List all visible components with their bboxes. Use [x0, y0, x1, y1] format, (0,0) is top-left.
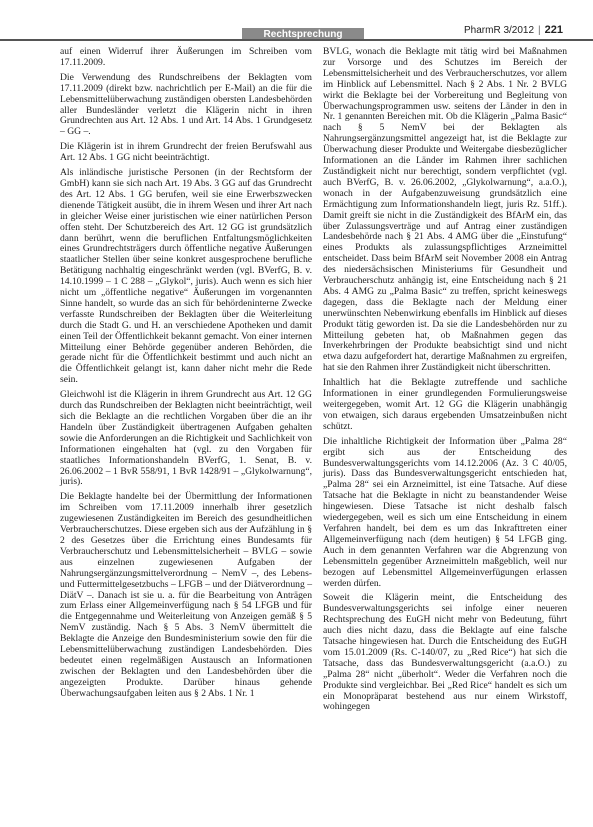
paragraph: Die Beklagte handelte bei der Übermittlung der Informationen im Schreiben vom 17.11.2009 innerhalb ihrer gesetzlich zugewiesenen Zuständigkeiten im Bereich des gesundheitlichen Verbraucherschutzes. Diese ergeben sich aus der Aufzählung in § 2 des Gesetzes über die Errichtung eines Bundesamts für Verbraucherschutz und Lebensmittelsicherheit – BVLG – sowie aus einzelnen zugewiesenen Aufgaben der Nahrungsergänzungsmittelverordnung – NemV –, des Lebens- und Futtermittelgesetzbuchs – LFGB – und der Diätverordnung – DiätV –. Danach ist sie u. a. für die Bearbeitung von Anträgen zum Erlass einer Allgemeinverfügung nach § 54 LFGB und für die Entgegennahme und Weiterleitung von Anzeigen gemäß § 5 NemV zuständig. Nach § 5 Abs. 3 NemV übermittelt die Beklagte die Anzeige den Bundesministerium sowie den für die Lebensmittelüberwachung zuständigen Landesbehörden. Dies bedeutet einen regelmäßigen Austausch an Informationen zwischen der Beklagten und den Landesbehörden über die angezeigten Produkte. Darüber hinaus gehende Überwachungsaufgaben leiten aus § 2 Abs. 1 Nr. 1: [60, 491, 312, 699]
paragraph: auf einen Widerruf ihrer Äußerungen im Schreiben vom 17.11.2009.: [60, 46, 312, 68]
page-number: 221: [544, 24, 563, 36]
paragraph: Die Verwendung des Rundschreibens der Beklagten vom 17.11.2009 (direkt bzw. nachrichtlich per E-Mail) an die für die Lebensmittelüberwachung zuständigen obersten Landesbehörden aller Bundesländer verletzt die Klägerin nicht in ihren Grundrechten aus Art. 12 Abs. 1 und Art. 14 Abs. 1 Grundgesetz – GG –.: [60, 71, 312, 138]
left-column: [60, 47, 312, 704]
paragraph: BVLG, wonach die Beklagte mit tätig wird bei Maßnahmen zur Vorsorge und des Schutzes im Bereich der Lebensmittelsicherheit und des Verbraucherschutzes, vor allem im Hinblick auf Lebensmittel. Nach § 2 Abs. 1 Nr. 2 BVLG wirkt die Beklagte bei der Vorbereitung und Begleitung von Überwachungsprogrammen usw. seitens der Länder in den in Nr. 1 genannten Bereichen mit. Ob die Klägerin „Palma Basic“ nach § 5 NemV bei der Beklagten als Nahrungsergänzungsmittel angezeigt hat, ist die Beklagte zur Überwachung dieser Produkte und Weitergabe diesbezüglicher Informationen an die Länder im Rahmen ihrer sachlichen Zuständigkeit nicht nur berechtigt, sondern verpflichtet (vgl. auch BVerfG, B. v. 26.06.2002, „Glykolwarnung“, a.a.O.), wonach in der Aufgabenzuweisung grundsätzlich eine Ermächtigung zum Informationshandeln liegt, juris Rz. 51ff.). Damit greift sie nicht in die Zuständigkeit des BfArM ein, das über Zulassungsverträge und auf Antrag einer zuständigen Landesbehörde nach § 21 Abs. 4 AMG über die „Einstufung“ eines Produkts als zulassungspflichtiges Arzneimittel entscheidet. Dass beim BfArM seit November 2008 ein Antrag des niedersächsischen Ministeriums für Gesundheit und Verbraucherschutz anhängig ist, eine Entscheidung nach § 21 Abs. 4 AMG zu „Palma Basic“ zu treffen, spricht keineswegs dagegen, dass die Beklagte nach der Meldung einer unerwünschten Nebenwirkung ebenfalls im Hinblick auf dieses Produkt tätig geworden ist. Da sie die Landesbehörden nur zu Mitteilung gebeten hat, ob Maßnahmen gegen das Inverkehrbringen der Produkte beabsichtigt sind und nicht etwa dazu aufgefordert hat, derartige Maßnahmen zu ergreifen, hat sie den Rahmen ihrer Zuständigkeit nicht überschritten.: [323, 46, 567, 374]
journal-info: [464, 24, 563, 36]
journal-issue: PharmR 3/2012: [463, 25, 535, 36]
paragraph: Soweit die Klägerin meint, die Entscheidung des Bundesverwaltungsgerichts sei infolge einer neueren Rechtsprechung des EuGH nicht mehr von Bedeutung, führt auch dies nicht dazu, dass die Beklagte auf eine falsche Tatsache hingewiesen hat. Durch die Entscheidung des EuGH vom 15.01.2009 (Rs. C-140/07, zu „Red Rice“) hat sich die Tatsache, dass das Bundesverwaltungsgericht (a.a.O.) zu „Palma 28“ nicht „überholt“. Weder die Verfahren noch die Produkte sind vergleichbar. Bei „Red Rice“ handelt es sich um ein Monopräparat bestehend aus nur einem Wirkstoff, wohingegen: [323, 592, 567, 713]
paragraph: Gleichwohl ist die Klägerin in ihrem Grundrecht aus Art. 12 GG durch das Rundschreiben der Beklagten nicht beeinträchtigt, weil sich die Beklagte an die rechtlichen Vorgaben über die an ihr Handeln über Zuständigkeit übertragenen Aufgaben gehalten sowie die Anforderungen an die Richtigkeit und Sachlichkeit von Informationen eingehalten hat (vgl. zu den Vorgaben für staatliches Informationshandeln BVerfG, 1. Senat, B. v. 26.06.2002 – 1 BvR 558/91, 1 BvR 1428/91 – „Glykolwarnung“, juris).: [60, 389, 312, 488]
page-header: [0, 0, 593, 40]
section-tab: Rechtsprechung: [242, 28, 364, 41]
paragraph: Die inhaltliche Richtigkeit der Information über „Palma 28“ ergibt sich aus der Entscheidung des Bundesverwaltungsgerichts vom 14.12.2006 (Az. 3 C 40/05, juris). Dass das Bundesverwaltungsgericht entschieden hat, „Palma 28“ sei ein Arzneimittel, ist eine Tatsache. Auf diese Tatsache hat die Beklagte in nicht zu beanstandender Weise hingewiesen. Diese Tatsache ist nicht deshalb falsch wiedergegeben, weil es sich um eine Entscheidung in einem Verfahren handelt, bei dem es um das Inkrafttreten einer Allgemeinverfügung nach (dem heutigen) § 54 LFGB ging. Auch in dem genannten Verfahren war die Abgrenzung von Lebensmitteln gegenüber Arzneimitteln maßgeblich, weil nur bezogen auf Lebensmittel Allgemeinverfügungen erlassen werden dürfen.: [323, 435, 567, 589]
right-column: [323, 47, 567, 717]
paragraph: Die Klägerin ist in ihrem Grundrecht der freien Berufswahl aus Art. 12 Abs. 1 GG nicht beeinträchtigt.: [60, 141, 312, 164]
paragraph: Inhaltlich hat die Beklagte zutreffende und sachliche Informationen in einer grundlegenden Formulierungsweise weitergegeben, womit Art. 12 GG die Klägerin unabhängig von etwaigen, sich daraus ergebenden Umsatzeinbußen nicht schützt.: [323, 377, 567, 432]
header-rule: [0, 39, 593, 41]
header-separator: |: [538, 25, 541, 36]
paragraph: Als inländische juristische Personen (in der Rechtsform der GmbH) kann sie sich nach Art. 19 Abs. 3 GG auf das Grundrecht des Art. 12 Abs. 1 GG berufen, weil sie eine Erwerbszwecken dienende Tätigkeit ausübt, die in ihrem Wesen und ihrer Art nach in gleicher Weise einer juristischen wie einer natürlichen Person offen steht. Der Schutzbereich des Art. 12 GG ist grundsätzlich dann berührt, wenn die beruflichen Entfaltungsmöglichkeiten eines Grundrechtsträgers durch öffentliche negative Äußerungen staatlicher Stellen über seine konkret ausgesprochene berufliche Betätigung nachhaltig eingeschränkt werden (vgl. BVerfG, B. v. 14.10.1999 – 1 C 288 – „Glykol“, juris). Auch wenn es sich hier nicht um „öffentliche negative“ Äußerungen im vorgenannten Sinne handelt, so wurde das an sich für behördeninterne Zwecke verfasste Rundschreiben der Beklagten über die Weiterleitung durch die Stadt G. und H. an verschiedene Apotheken und damit einen Teil der Öffentlichkeit bekannt gemacht. Von einer internen Mitteilung einer Behörde gegenüber anderen Behörden, die gerade nicht für die Öffentlichkeit bestimmt und auch nicht an die Öffentlichkeit gelangt ist, kann daher nicht mehr die Rede sein.: [60, 167, 312, 386]
